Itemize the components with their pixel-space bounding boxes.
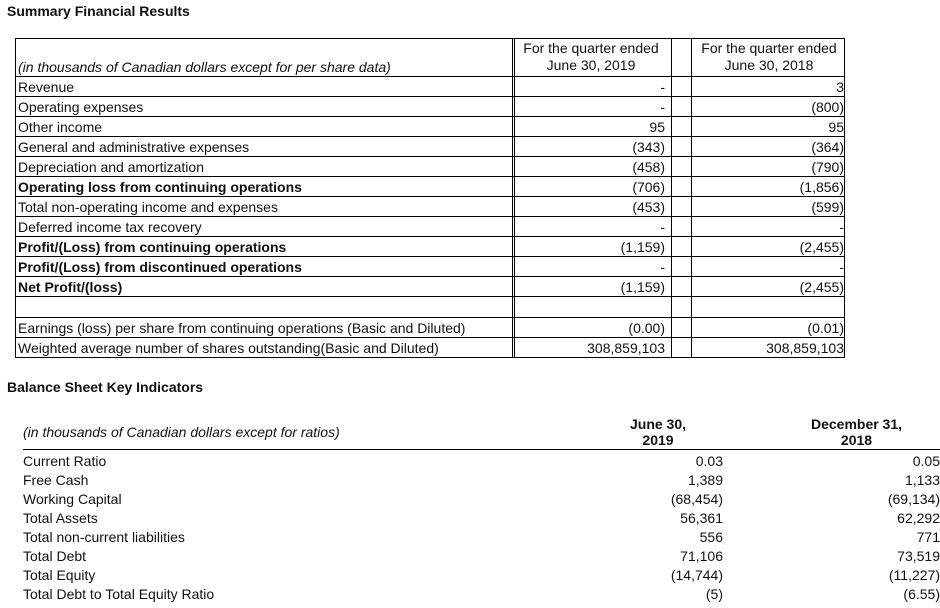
value-jun-2019: 71,106 — [680, 547, 723, 564]
table-row — [16, 237, 845, 257]
value-dec-2018: (69,134) — [887, 490, 940, 507]
spacer-cell — [672, 277, 692, 297]
value-jun-2019: (68,454) — [670, 490, 723, 507]
row-label: Net Profit/(loss) — [16, 277, 513, 297]
value-jun-2019: (5) — [705, 585, 723, 602]
value-dec-2018: (6.55) — [903, 585, 940, 602]
col-header-line: 2018 — [840, 432, 873, 448]
balance-title: Balance Sheet Key Indicators — [7, 379, 204, 395]
row-label: Weighted average number of shares outstanding(Basic and Diluted) — [16, 338, 513, 358]
table-row — [16, 257, 845, 277]
row-label: Total Assets — [23, 509, 98, 526]
row-label: Depreciation and amortization — [16, 157, 513, 177]
row-label: Profit/(Loss) from continuing operations — [16, 237, 513, 257]
value-q2-2019: (453) — [515, 197, 672, 217]
value-q2-2018: 308,859,103 — [692, 338, 845, 358]
units-note: (in thousands of Canadian dollars except for ratios) — [23, 415, 543, 450]
value-q2-2019: (458) — [515, 157, 672, 177]
table-row — [23, 470, 940, 489]
col-header-line: June 30, 2018 — [724, 57, 814, 73]
table-row — [16, 177, 845, 197]
row-label: Total non-current liabilities — [23, 528, 185, 545]
value-jun-2019: 1,389 — [687, 471, 723, 488]
row-label: Total Debt — [23, 547, 87, 564]
value-q2-2019: - — [515, 217, 672, 237]
value-q2-2018: - — [692, 257, 845, 277]
spacer-cell — [672, 237, 692, 257]
table-row — [16, 97, 845, 117]
col-header-q2-2019 — [515, 39, 672, 77]
table-row — [23, 527, 940, 546]
spacer-cell — [672, 137, 692, 157]
table-row — [16, 197, 845, 217]
col-header-line: June 30, — [629, 416, 687, 432]
row-label: Free Cash — [23, 471, 89, 488]
value-dec-2018: 62,292 — [897, 509, 940, 526]
value-q2-2018: 95 — [692, 117, 845, 137]
table-row — [16, 117, 845, 137]
value-q2-2019: (343) — [515, 137, 672, 157]
value-q2-2018: (1,856) — [692, 177, 845, 197]
table-row — [16, 318, 845, 338]
col-header-line: For the quarter ended — [701, 40, 837, 56]
spacer-cell — [672, 117, 692, 137]
empty-cell — [515, 297, 672, 318]
spacer-cell — [672, 318, 692, 338]
row-label: Operating expenses — [16, 97, 513, 117]
table-row — [23, 584, 940, 603]
row-label: Deferred income tax recovery — [16, 217, 513, 237]
col-header-q2-2018 — [692, 39, 845, 77]
summary-title: Summary Financial Results — [7, 3, 190, 19]
spacer-cell — [672, 177, 692, 197]
empty-cell — [672, 297, 692, 318]
value-jun-2019: 0.03 — [695, 452, 723, 469]
row-label: General and administrative expenses — [16, 137, 513, 157]
empty-cell — [16, 297, 513, 318]
value-q2-2019: - — [515, 77, 672, 97]
spacer-cell — [672, 217, 692, 237]
table-row — [16, 217, 845, 237]
value-q2-2019: - — [515, 257, 672, 277]
col-header-line: For the quarter ended — [523, 40, 659, 56]
table-row — [16, 137, 845, 157]
col-header-dec-2018 — [723, 415, 940, 450]
value-q2-2019: (1,159) — [515, 277, 672, 297]
spacer-cell — [672, 77, 692, 97]
blank-row — [16, 297, 845, 318]
value-q2-2018: (364) — [692, 137, 845, 157]
value-dec-2018: 0.05 — [912, 452, 940, 469]
row-label: Total Debt to Total Equity Ratio — [23, 585, 215, 602]
table-row — [16, 277, 845, 297]
units-note: (in thousands of Canadian dollars except for per share data) — [16, 39, 513, 77]
value-dec-2018: 1,133 — [904, 471, 940, 488]
row-label: Total Equity — [23, 566, 96, 583]
spacer-cell — [672, 338, 692, 358]
spacer-cell — [672, 257, 692, 277]
value-q2-2018: (800) — [692, 97, 845, 117]
spacer-cell — [672, 157, 692, 177]
spacer-cell — [672, 39, 692, 77]
value-dec-2018: (11,227) — [888, 566, 940, 583]
row-label: Operating loss from continuing operations — [16, 177, 513, 197]
row-label: Total non-operating income and expenses — [16, 197, 513, 217]
spacer-cell — [672, 197, 692, 217]
value-q2-2019: (0.00) — [515, 318, 672, 338]
col-header-line: 2019 — [642, 432, 674, 448]
value-q2-2018: - — [692, 217, 845, 237]
table-row — [16, 77, 845, 97]
col-header-line: December 31, — [810, 416, 903, 432]
row-label: Profit/(Loss) from discontinued operations — [16, 257, 513, 277]
value-dec-2018: 73,519 — [897, 547, 940, 564]
value-q2-2018: 3 — [692, 77, 845, 97]
value-q2-2018: (599) — [692, 197, 845, 217]
table-row — [23, 565, 940, 584]
table-row — [16, 157, 845, 177]
col-header-line: June 30, 2019 — [546, 57, 636, 73]
value-jun-2019: 556 — [699, 528, 723, 545]
table-row — [23, 450, 940, 471]
value-q2-2019: - — [515, 97, 672, 117]
value-q2-2018: (790) — [692, 157, 845, 177]
value-q2-2019: 308,859,103 — [515, 338, 672, 358]
empty-cell — [692, 297, 845, 318]
row-label: Working Capital — [23, 490, 122, 507]
row-label: Revenue — [16, 77, 513, 97]
table-header-row — [16, 39, 845, 77]
value-q2-2019: 95 — [515, 117, 672, 137]
row-label: Other income — [16, 117, 513, 137]
value-q2-2018: (2,455) — [692, 237, 845, 257]
balance-sheet-table — [23, 415, 940, 603]
value-dec-2018: 771 — [916, 528, 940, 545]
row-label: Current Ratio — [23, 452, 107, 469]
summary-financial-table — [15, 38, 845, 358]
value-q2-2018: (0.01) — [692, 318, 845, 338]
row-label: Earnings (loss) per share from continuing operations (Basic and Diluted) — [16, 318, 513, 338]
table-row — [16, 338, 845, 358]
value-q2-2019: (1,159) — [515, 237, 672, 257]
table-row — [23, 508, 940, 527]
value-jun-2019: 56,361 — [680, 509, 723, 526]
value-q2-2018: (2,455) — [692, 277, 845, 297]
table-row — [23, 546, 940, 565]
table-row — [23, 489, 940, 508]
value-jun-2019: (14,744) — [670, 566, 723, 583]
spacer-cell — [672, 97, 692, 117]
table-header-row — [23, 415, 940, 450]
col-header-jun-2019 — [543, 415, 723, 450]
value-q2-2019: (706) — [515, 177, 672, 197]
